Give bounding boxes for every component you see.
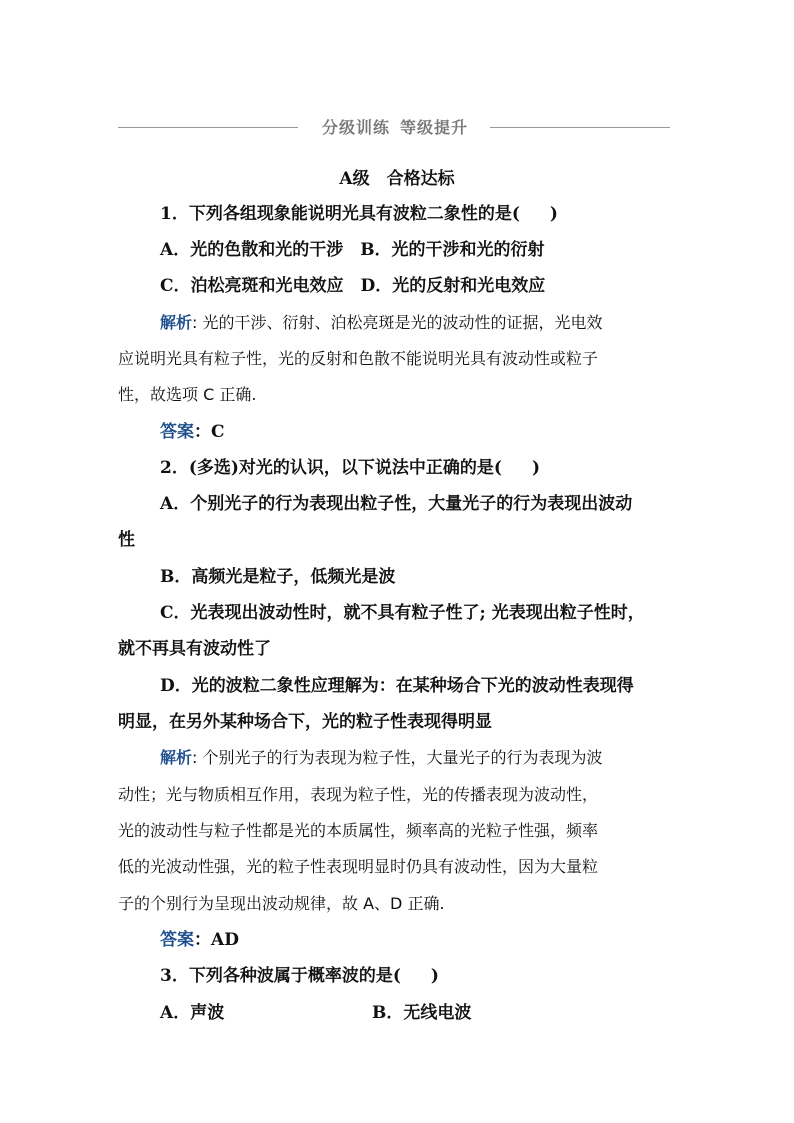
q1-analysis-label: 解析 [160,313,193,332]
q1-answer-value: ：C [194,422,225,442]
q2-analysis-line2: 动性；光与物质相互作用，表现为粒子性，光的传播表现为波动性， [118,785,599,804]
header-title [310,115,480,141]
q2-answer [160,928,239,952]
q2-stem [160,456,540,480]
q1-analysis-line3: 性，故选项 C 正确. [118,385,257,404]
q2-option-a-line1: A．个别光子的行为表现出粒子性，大量光子的行为表现出波动 [160,494,633,514]
q3-stem [160,964,439,988]
header-divider-right [490,127,670,128]
q2-analysis-label: 解析 [160,748,193,767]
header-part1: 分级训练 [321,118,390,137]
q1-analysis-line1 [160,311,603,335]
q2-option-c-line2: 就不再具有波动性了 [118,639,271,659]
q2-stem-close: ) [531,458,541,478]
q3-option-b: B．无线电波 [372,1003,472,1023]
q2-stem-text: 2．(多选)对光的认识，以下说法中正确的是( [160,458,502,478]
q2-analysis-line1 [160,746,603,770]
q1-answer-label: 答案 [160,422,194,442]
q2-answer-value: ：AD [194,930,239,950]
q1-stem-text: 1．下列各组现象能说明光具有波粒二象性的是( [160,204,520,224]
q2-option-c-line1: C．光表现出波动性时，就不具有粒子性了; 光表现出粒子性时， [160,603,645,623]
q2-option-a-line2: 性 [118,530,135,550]
section-title: A级 合格达标 [339,169,455,189]
q3-stem-text: 3．下列各种波属于概率波的是( [160,966,401,986]
q3-stem-close: ) [430,966,439,986]
q1-answer [160,420,225,444]
q2-analysis-line4: 低的光波动性强，光的粒子性表现明显时仍具有波动性，因为大量粒 [118,857,599,876]
q2-answer-label: 答案 [160,930,194,950]
section-header [118,115,670,141]
q1-stem [160,202,558,226]
q1-options-line1: A．光的色散和光的干涉 B．光的干涉和光的衍射 [160,240,545,260]
header-part2: 等级提升 [400,118,469,137]
q2-option-d-line2: 明显，在另外某种场合下，光的粒子性表现得明显 [118,712,492,732]
q3-option-a: A．声波 [160,1003,225,1023]
q2-analysis-text1: : 个别光子的行为表现为粒子性，大量光子的行为表现为波 [192,748,603,767]
q1-stem-close: ) [549,204,558,224]
q2-option-b: B．高频光是粒子，低频光是波 [160,567,396,587]
q2-option-d-line1: D．光的波粒二象性应理解为：在某种场合下光的波动性表现得 [160,676,634,696]
q2-analysis-line5: 子的个别行为呈现出波动规律，故 A、D 正确. [118,894,445,913]
header-divider-left [118,127,298,128]
q1-analysis-line2: 应说明光具有粒子性，光的反射和色散不能说明光具有波动性或粒子 [118,349,599,368]
q1-analysis-text1: : 光的干涉、衍射、泊松亮斑是光的波动性的证据，光电效 [192,313,603,332]
q1-options-line2: C．泊松亮斑和光电效应 D．光的反射和光电效应 [160,276,546,296]
q2-analysis-line3: 光的波动性与粒子性都是光的本质属性，频率高的光粒子性强，频率 [118,821,599,840]
